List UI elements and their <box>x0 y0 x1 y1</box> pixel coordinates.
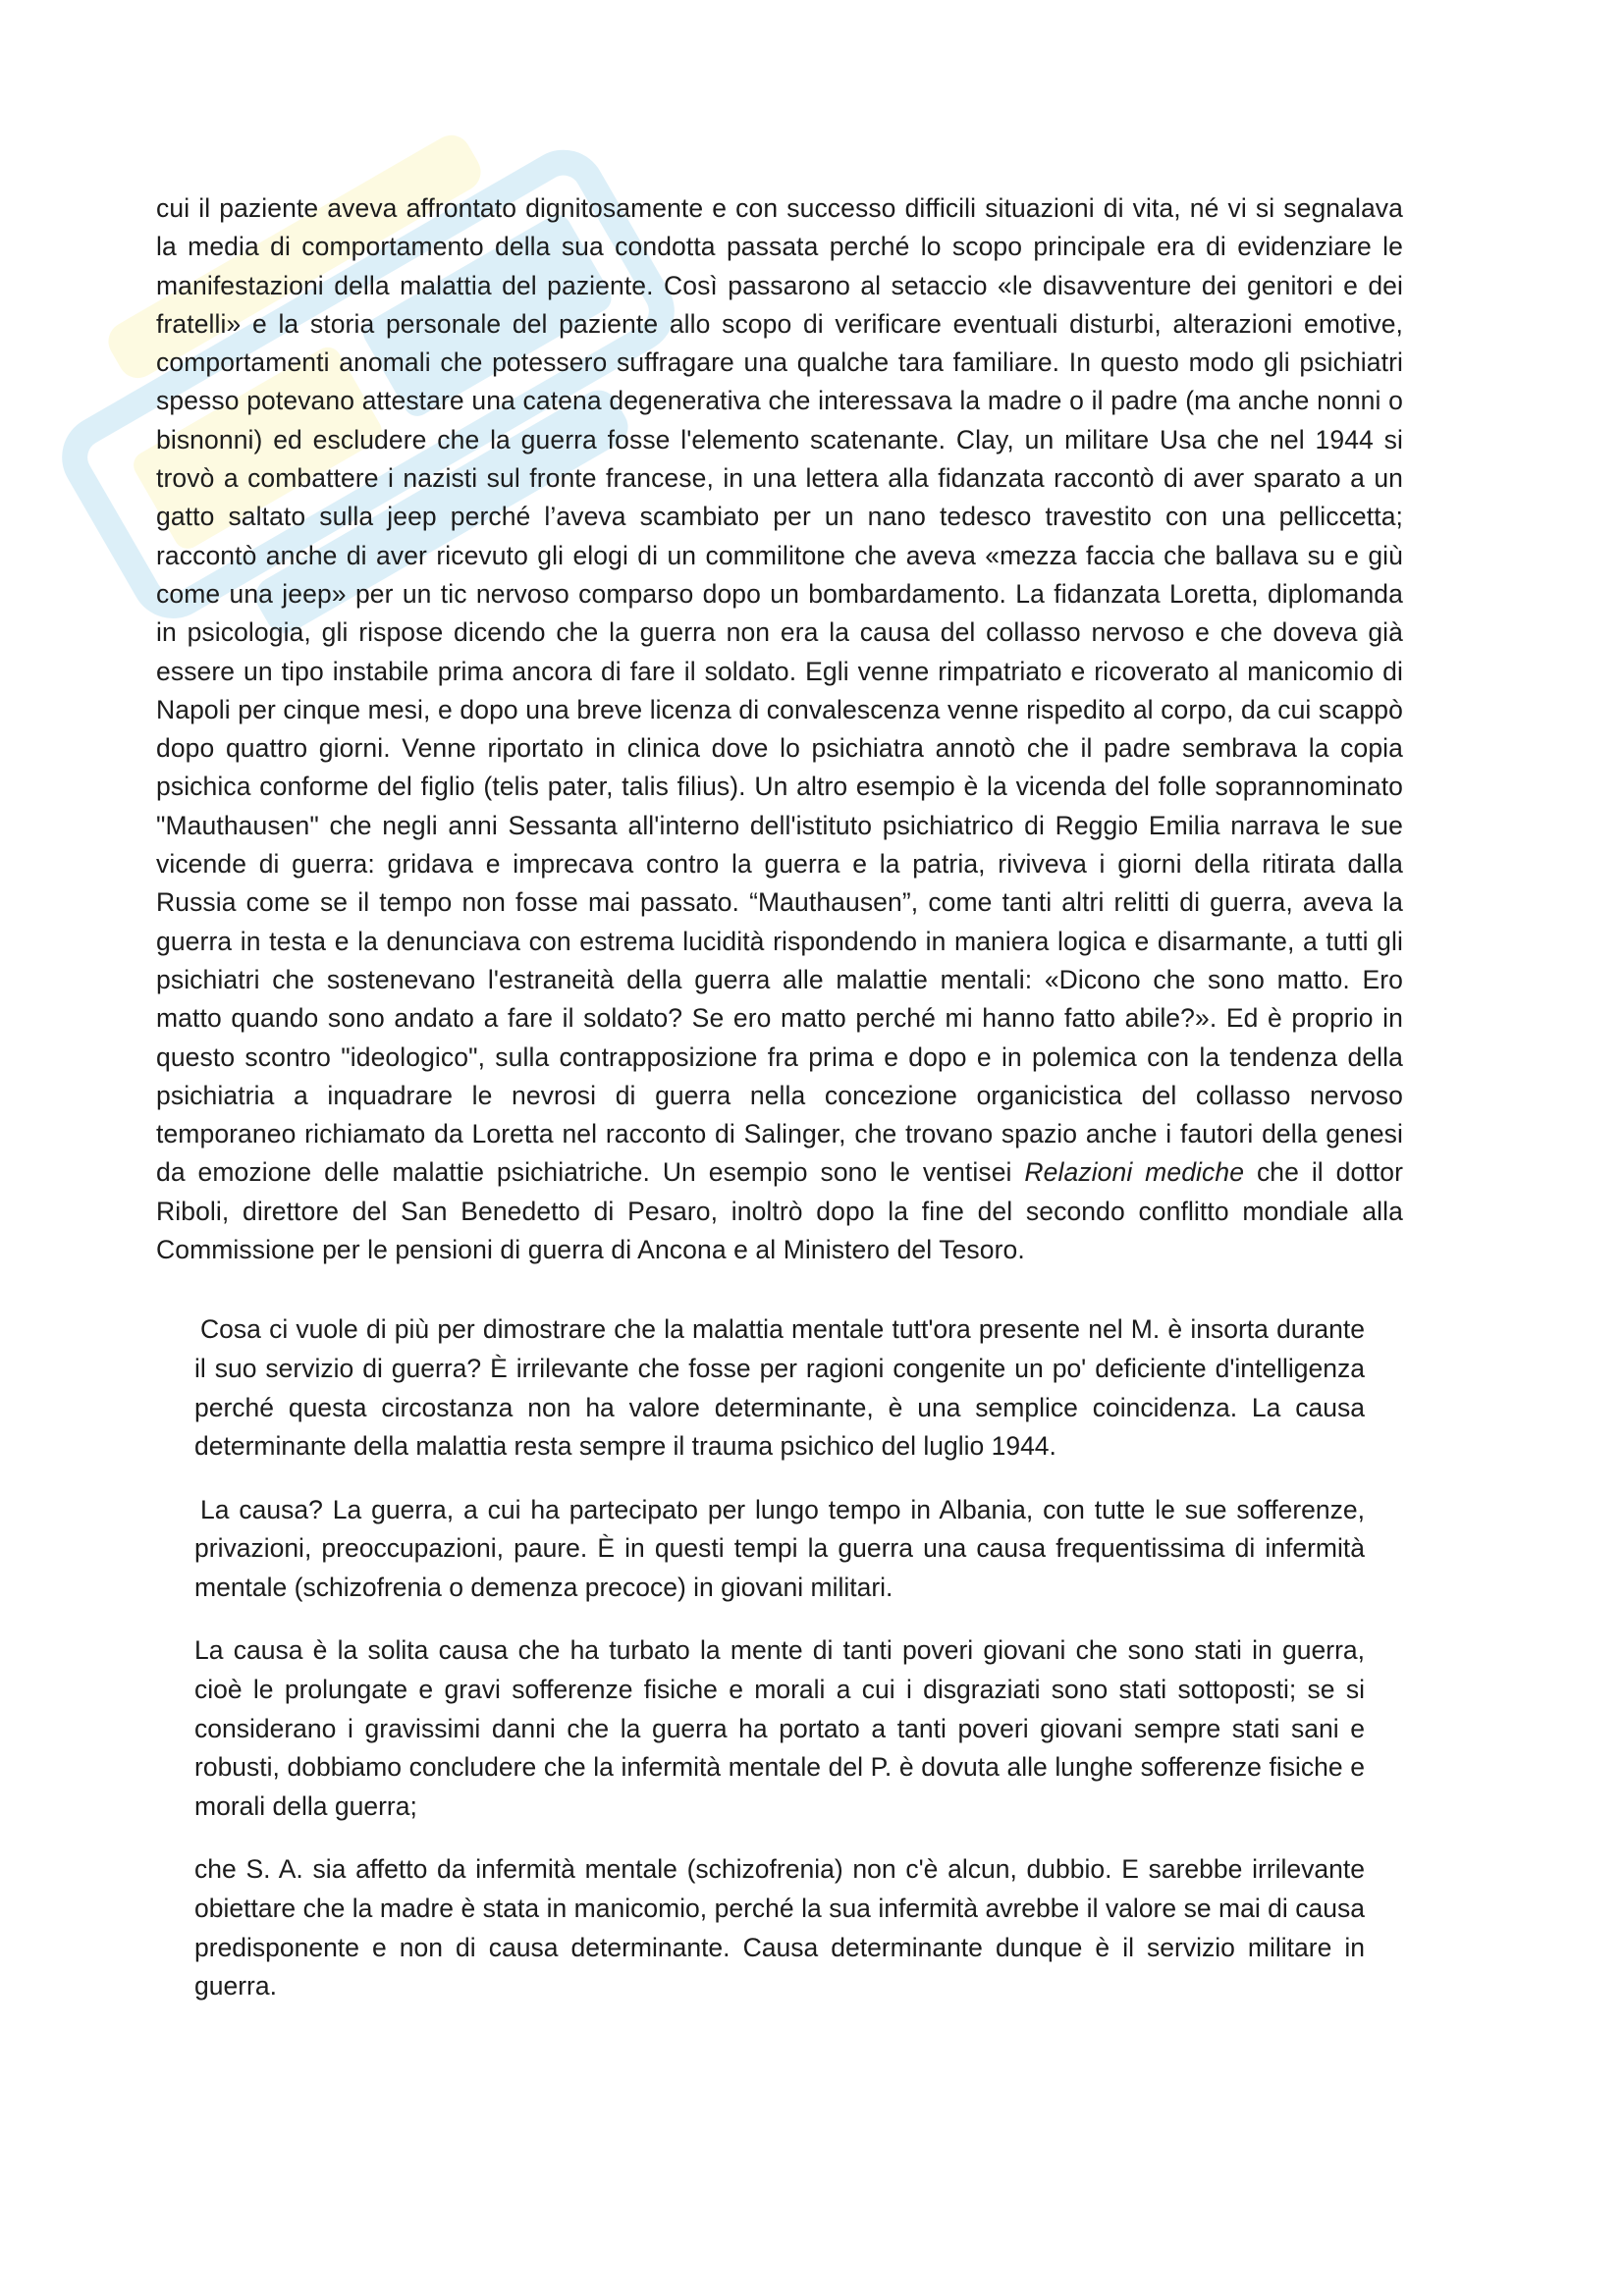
quote-paragraph-2: La causa? La guerra, a cui ha partecipato per lungo tempo in Albania, con tutte le sue sofferenze, privazioni, preoccupazioni, paure. È in questi tempi la guerra una causa frequentissima di infermità mentale (schizofrenia o demenza precoce) in giovani militari. <box>194 1494 1365 1602</box>
paragraph-text-before: cui il paziente aveva affrontato dignitosamente e con successo difficili situazioni di vita, né vi si segnalava la media di comportamento della sua condotta passata perché lo scopo principale era di evidenziare le manifestazioni della malattia del paziente. Così passarono al setaccio «le disavventure dei genitori e dei fratelli» e la storia personale del paziente allo scopo di verificare eventuali disturbi, alterazioni emotive, comportamenti anomali che potessero suffragare una qualche tara familiare. In questo modo gli psichiatri spesso potevano attestare una catena degenerativa che interessava la madre o il padre (ma anche nonni o bisnonni) ed escludere che la guerra fosse l'elemento scatenante. Clay, un militare Usa che nel 1944 si trovò a combattere i nazisti sul fronte francese, in una lettera alla fidanzata raccontò di aver sparato a un gatto saltato sulla jeep perché l’aveva scambiato per un nano tedesco travestito con una pelliccetta; raccontò anche di aver ricevuto gli elogi di un commilitone che aveva «mezza faccia che ballava su e giù come una jeep» per un tic nervoso comparso dopo un bombardamento. La fidanzata Loretta, diplomanda in psicologia, gli rispose dicendo che la guerra non era la causa del collasso nervoso e che doveva già essere un tipo instabile prima ancora di fare il soldato. Egli venne rimpatriato e ricoverato al manicomio di Napoli per cinque mesi, e dopo una breve licenza di convalescenza venne rispedito al corpo, da cui scappò dopo quattro giorni. Venne riportato in clinica dove lo psichiatra annotò che il padre sembrava la copia psichica conforme del figlio (telis pater, talis filius). Un altro esempio è la vicenda del folle soprannominato "Mauthausen" che negli anni Sessanta all'interno dell'istituto psichiatrico di Reggio Emilia narrava le sue vicende di guerra: gridava e imprecava contro la guerra e la patria, riviveva i giorni della ritirata dalla Russia come se il tempo non fosse mai passato. “Mauthausen”, come tanti altri relitti di guerra, aveva la guerra in testa e la denunciava con estrema lucidità rispondendo in maniera logica e disarmante, a tutti gli psichiatri che sostenevano l'estraneità della guerra alle malattie mentali: «Dicono che sono matto. Ero matto quando sono andato a fare il soldato? Se ero matto perché mi hanno fatto abile?». Ed è proprio in questo scontro "ideologico", sulla contrapposizione fra prima e dopo e in polemica con la tendenza della psichiatria a inquadrare le nevrosi di guerra nella concezione organicistica del collasso nervoso temporaneo richiamato da Loretta nel racconto di Salinger, che trovano spazio anche i fautori della genesi da emozione delle malattie psichiatriche. Un esempio sono le ventisei <box>156 193 1403 1188</box>
relazioni-mediche-emphasis: Relazioni mediche <box>1024 1157 1245 1188</box>
main-paragraph <box>156 189 1403 1269</box>
quote-paragraph-3: La causa è la solita causa che ha turbato la mente di tanti poveri giovani che sono stati in guerra, cioè le prolungate e gravi sofferenze fisiche e morali a cui i disgraziati sono stati sottoposti; se si considerano i gravissimi danni che la guerra ha portato a tanti poveri giovani sempre stati sani e robusti, dobbiamo concludere che la infermità mentale del P. è dovuta alle lunghe sofferenze fisiche e morali della guerra; <box>194 1635 1365 1821</box>
document-page <box>156 189 1403 2031</box>
paragraph-text-after: che il dottor Riboli, direttore del San Benedetto di Pesaro, inoltrò dopo la fine del secondo conflitto mondiale alla Commissione per le pensioni di guerra di Ancona e al Ministero del Tesoro. <box>156 1157 1404 1265</box>
quote-paragraph-1: Cosa ci vuole di più per dimostrare che la malattia mentale tutt'ora presente nel M. è insorta durante il suo servizio di guerra? È irrilevante che fosse per ragioni congenite un po' deficiente d'intelligenza perché questa circostanza non ha valore determinante, è una semplice coincidenza. La causa determinante della malattia resta sempre il trauma psichico del luglio 1944. <box>194 1314 1365 1462</box>
quote-block <box>156 1310 1365 2006</box>
quote-paragraph-4: che S. A. sia affetto da infermità mentale (schizofrenia) non c'è alcun, dubbio. E sarebbe irrilevante obiettare che la madre è stata in manicomio, perché la sua infermità avrebbe il valore se mai di causa predisponente e non di causa determinante. Causa determinante dunque è il servizio militare in guerra. <box>194 1854 1365 2002</box>
